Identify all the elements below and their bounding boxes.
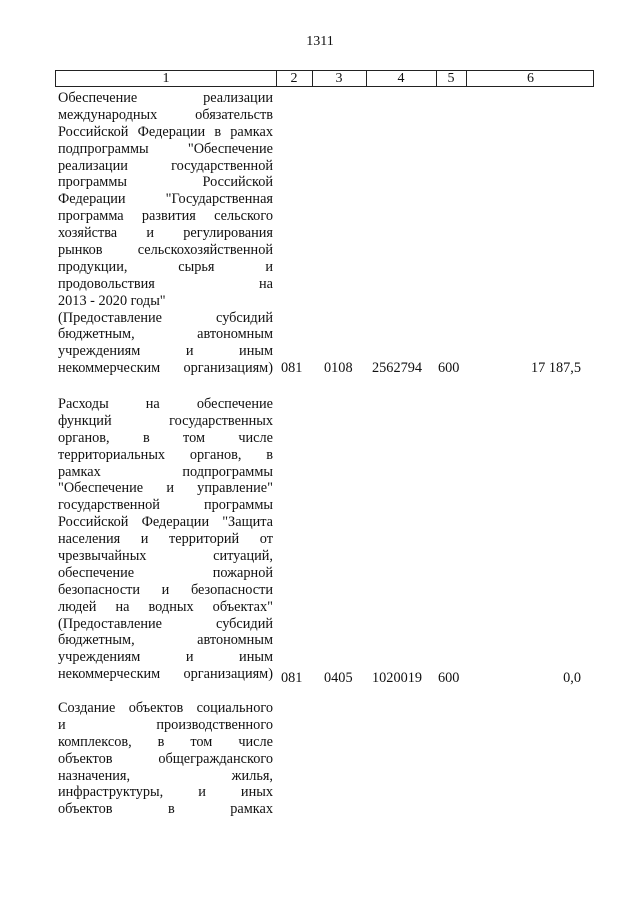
row-description bbox=[58, 90, 273, 377]
text-line: учреждениям и иным bbox=[58, 343, 273, 360]
text-line: бюджетным, автономным bbox=[58, 326, 273, 343]
cell-amount: 0,0 bbox=[563, 670, 581, 686]
text-line: назначения, жилья, bbox=[58, 767, 273, 784]
header-col-2: 2 bbox=[290, 71, 298, 86]
text-line: (Предоставление субсидий bbox=[58, 615, 273, 632]
text-line: продовольствия на bbox=[58, 275, 273, 292]
text-line: 2013 - 2020 годы" bbox=[58, 292, 166, 309]
text-line: чрезвычайных ситуаций, bbox=[58, 548, 273, 565]
cell-expense-type: 600 bbox=[438, 360, 460, 376]
text-line: Обеспечение реализации bbox=[58, 90, 273, 106]
header-col-1: 1 bbox=[162, 71, 170, 86]
text-line: программа развития сельского bbox=[58, 208, 273, 225]
header-col-3: 3 bbox=[335, 71, 343, 86]
text-line: и производственного bbox=[58, 716, 273, 733]
text-line: Расходы на обеспечение bbox=[58, 396, 273, 412]
text-line: комплексов, в том числе bbox=[58, 733, 273, 750]
text-line: людей на водных объектах" bbox=[58, 598, 273, 615]
cell-ministry-code: 081 bbox=[281, 360, 303, 376]
text-line: функций государственных bbox=[58, 412, 273, 429]
text-line: органов, в том числе bbox=[58, 429, 273, 446]
text-line: обеспечение пожарной bbox=[58, 564, 273, 581]
row-description bbox=[58, 700, 273, 818]
cell-amount: 17 187,5 bbox=[530, 360, 581, 376]
text-line: рынков сельскохозяйственной bbox=[58, 242, 273, 259]
text-line: Создание объектов социального bbox=[58, 700, 273, 716]
text-line: учреждениям и иным bbox=[58, 649, 273, 666]
text-line: объектов в рамках bbox=[58, 801, 273, 818]
cell-target-code: 2562794 bbox=[372, 360, 423, 376]
text-line: Российской Федерации в рамках bbox=[58, 123, 273, 140]
header-col-5: 5 bbox=[447, 71, 455, 86]
text-line: подпрограммы "Обеспечение bbox=[58, 140, 273, 157]
cell-ministry-code: 081 bbox=[281, 670, 303, 686]
cell-section-code: 0405 bbox=[324, 670, 353, 686]
cell-section-code: 0108 bbox=[324, 360, 353, 376]
text-line: инфраструктуры, и иных bbox=[58, 784, 273, 801]
header-col-4: 4 bbox=[397, 71, 405, 86]
text-line: некоммерческим организациям) bbox=[58, 360, 273, 377]
text-line: Российской Федерации "Защита bbox=[58, 514, 273, 531]
text-line: рамках подпрограммы bbox=[58, 463, 273, 480]
text-line: бюджетным, автономным bbox=[58, 632, 273, 649]
header-col-6: 6 bbox=[527, 71, 534, 86]
text-line: населения и территорий от bbox=[58, 531, 273, 548]
page-number: 1311 bbox=[306, 34, 334, 49]
text-line: территориальных органов, в bbox=[58, 446, 273, 463]
text-line: реализации государственной bbox=[58, 157, 273, 174]
cell-expense-type: 600 bbox=[438, 670, 460, 686]
cell-target-code: 1020019 bbox=[372, 670, 423, 686]
text-line: международных обязательств bbox=[58, 106, 273, 123]
text-line: государственной программы bbox=[58, 497, 273, 514]
text-line: "Обеспечение и управление" bbox=[58, 480, 273, 497]
text-line: Федерации "Государственная bbox=[58, 191, 273, 208]
text-line: хозяйства и регулирования bbox=[58, 225, 273, 242]
text-line: объектов общегражданского bbox=[58, 750, 273, 767]
text-line: некоммерческим организациям) bbox=[58, 666, 273, 683]
row-description bbox=[58, 396, 273, 683]
text-line: программы Российской bbox=[58, 174, 273, 191]
text-line: безопасности и безопасности bbox=[58, 581, 273, 598]
text-line: продукции, сырья и bbox=[58, 258, 273, 275]
text-line: (Предоставление субсидий bbox=[58, 309, 273, 326]
table-header bbox=[55, 70, 594, 87]
